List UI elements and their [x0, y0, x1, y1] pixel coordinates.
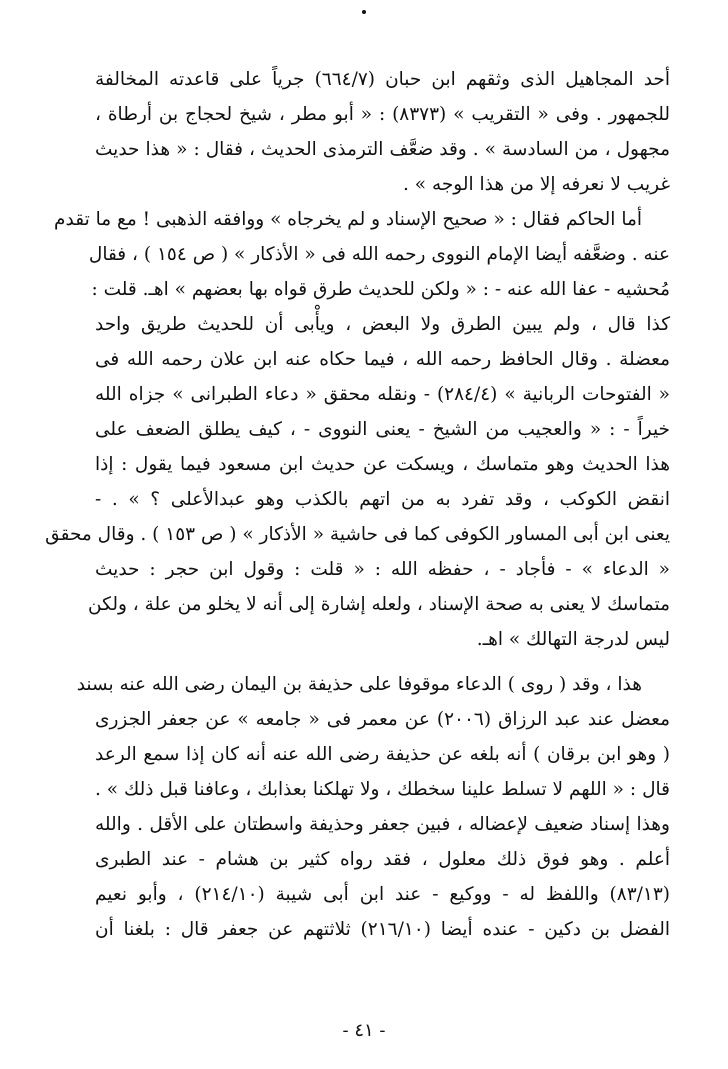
- text-line: متماسك لا يعنى به صحة الإسناد ، ولعله إشارة إلى أنه لا يخلو من علة ، ولكن: [88, 594, 670, 615]
- text-line: عنه . وضعَّفه أيضا الإمام النووى رحمه الله فى « الأذكار » ( ص ١٥٤ ) ، فقال: [88, 244, 670, 265]
- text-line: الفضل بن دكين - عنده أيضا (٢١٦/١٠) ثلاثتهم عن جعفر قال : بلغنا أن: [95, 919, 670, 940]
- page-number: - ٤١ -: [342, 1020, 386, 1041]
- text-line: قال : « اللهم لا تسلط علينا سخطك ، ولا تهلكنا بعذابك ، وعافنا قبل ذلك » .: [95, 779, 670, 800]
- text-line: ( وهو ابن برقان ) أنه بلغه عن حذيفة رضى الله عنه أنه كان إذا سمع الرعد: [95, 744, 670, 765]
- paragraph-2: [45, 202, 671, 657]
- top-dot-mark: [362, 10, 366, 14]
- text-line: انقض الكوكب ، وقد تفرد به من اتهم بالكذب وهو عبدالأعلى ؟ » . -: [95, 489, 670, 510]
- text-line: « الدعاء » - فأجاد - ، حفظه الله : « قلت : وقول ابن حجر : حديث: [95, 559, 670, 580]
- text-line: معضلة . وقال الحافظ رحمه الله ، فيما حكاه عنه ابن علان رحمه الله فى: [95, 349, 670, 370]
- paragraph-gap: [95, 657, 670, 667]
- body-text: [45, 62, 671, 947]
- text-line: للجمهور . وفى « التقريب » (٨٣٧٣) : « أبو مطر ، شيخ لحجاج بن أرطاة ،: [95, 104, 671, 125]
- text-line: (٨٣/١٣) واللفظ له - ووكيع - عند ابن أبى شيبة (٢١٤/١٠) ، وأبو نعيم: [95, 884, 670, 905]
- text-line: معضل عند عبد الرزاق (٢٠٠٦) عن معمر فى « جامعه » عن جعفر الجزرى: [95, 709, 670, 730]
- text-line: هذا الحديث وهو متماسك ، ويسكت عن حديث ابن مسعود فيما يقول : إذا: [95, 454, 670, 475]
- text-line: غريب لا نعرفه إلا من هذا الوجه » .: [402, 174, 670, 195]
- text-line: مجهول ، من السادسة » . وقد ضعَّف الترمذى الحديث ، فقال : « هذا حديث: [95, 139, 670, 160]
- paragraph-3: [76, 667, 670, 947]
- text-line: وهذا إسناد ضعيف لإعضاله ، فبين جعفر وحذيفة واسطتان على الأقل . والله: [95, 814, 670, 835]
- text-line: أحد المجاهيل الذى وثقهم ابن حبان (٦٦٤/٧) جرياً على قاعدته المخالفة: [95, 69, 670, 90]
- text-line: يعنى ابن أبى المساور الكوفى كما فى حاشية « الأذكار » ( ص ١٥٣ ) . وقال محقق: [45, 524, 670, 545]
- text-line: مُحشيه - عفا الله عنه - : « ولكن للحديث طرق قواه بها بعضهم » اهـ. قلت :: [91, 279, 670, 300]
- text-line: أعلم . وهو فوق ذلك معلول ، فقد رواه كثير بن هشام - عند الطبرى: [95, 849, 670, 870]
- text-line: أما الحاكم فقال : « صحيح الإسناد و لم يخرجاه » ووافقه الذهبى ! مع ما تقدم: [54, 209, 642, 230]
- text-line: كذا قال ، ولم يبين الطرق ولا البعض ، ويأْبى أن للحديث طريق واحد: [95, 314, 670, 335]
- text-line: ليس لدرجة التهالك » اهـ.: [476, 629, 670, 650]
- text-line: هذا ، وقد ( روى ) الدعاء موقوفا على حذيفة بن اليمان رضى الله عنه بسند: [76, 674, 642, 695]
- paragraph-1: [95, 62, 670, 202]
- text-line: خيراً - : « والعجيب من الشيخ - يعنى النووى - ، كيف يطلق الضعف على: [95, 419, 670, 440]
- text-line: « الفتوحات الربانية » (٢٨٤/٤) - ونقله محقق « دعاء الطبرانى » جزاه الله: [95, 384, 671, 405]
